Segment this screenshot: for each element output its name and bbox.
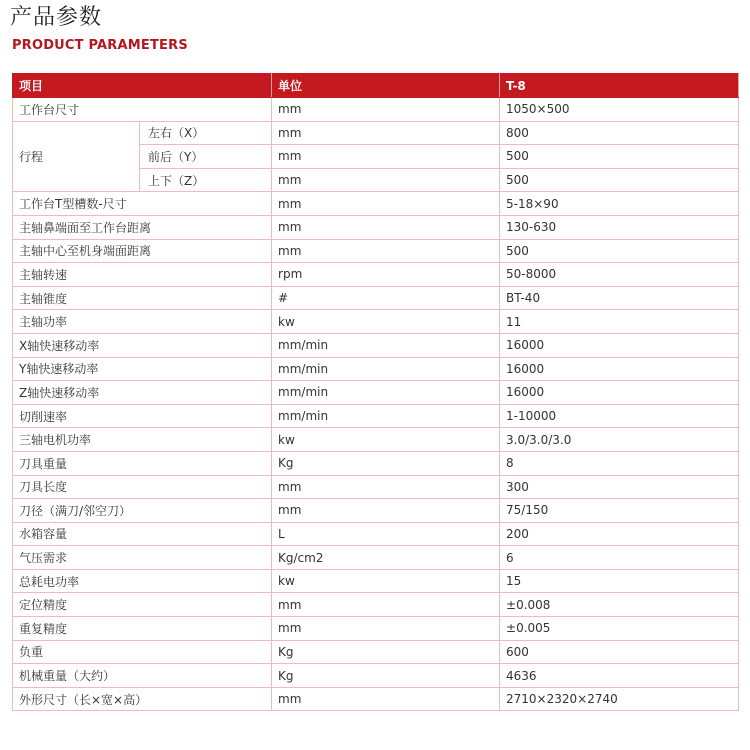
param-name: X轴快速移动率 [13,333,272,357]
param-name: 刀具长度 [13,475,272,499]
param-value: 16000 [500,381,739,405]
table-row [13,451,739,475]
param-name: 气压需求 [13,546,272,570]
table-row [13,381,739,405]
param-name: 总耗电功率 [13,569,272,593]
param-unit: kw [272,428,500,452]
param-name: 切削速率 [13,404,272,428]
param-value: 200 [500,522,739,546]
param-unit: mm/min [272,404,500,428]
param-value: 6 [500,546,739,570]
param-unit: kw [272,310,500,334]
param-unit: mm [272,215,500,239]
param-name: 刀具重量 [13,451,272,475]
param-value: 500 [500,145,739,169]
param-name: 主轴转速 [13,263,272,287]
param-value: 3.0/3.0/3.0 [500,428,739,452]
param-unit: mm [272,687,500,711]
param-unit: L [272,522,500,546]
column-header-item: 项目 [13,74,272,98]
param-value: 500 [500,168,739,192]
table-row [13,617,739,641]
param-value: 500 [500,239,739,263]
param-name: 水箱容量 [13,522,272,546]
param-value: 15 [500,569,739,593]
param-unit: mm [272,192,500,216]
param-value: 2710×2320×2740 [500,687,739,711]
param-unit: mm [272,168,500,192]
table-row [13,640,739,664]
param-unit: Kg [272,451,500,475]
param-name: 负重 [13,640,272,664]
param-unit: mm [272,475,500,499]
param-unit: mm/min [272,333,500,357]
param-name: 重复精度 [13,617,272,641]
param-value: 11 [500,310,739,334]
param-unit: mm/min [272,357,500,381]
param-value: BT-40 [500,286,739,310]
table-row [13,263,739,287]
param-value: 600 [500,640,739,664]
param-name: 工作台尺寸 [13,98,272,122]
column-header-unit: 单位 [272,74,500,98]
param-name: 刀径（满刀/邻空刀） [13,499,272,523]
param-unit: mm [272,617,500,641]
table-row [13,239,739,263]
param-unit: mm [272,593,500,617]
table-row [13,687,739,711]
param-name: 机械重量（大约） [13,664,272,688]
param-value: 5-18×90 [500,192,739,216]
param-unit: rpm [272,263,500,287]
table-row [13,121,739,145]
param-name: Y轴快速移动率 [13,357,272,381]
param-value: ±0.008 [500,593,739,617]
page-title: 产品参数 [10,5,103,30]
param-unit: mm [272,145,500,169]
param-value: 75/150 [500,499,739,523]
table-row [13,286,739,310]
param-name: Z轴快速移动率 [13,381,272,405]
page-subtitle: PRODUCT PARAMETERS [12,38,188,53]
param-unit: mm [272,499,500,523]
param-name: 主轴锥度 [13,286,272,310]
param-sub-name: 前后（Y） [140,145,272,169]
table-row [13,333,739,357]
table-row [13,569,739,593]
param-name: 工作台T型槽数-尺寸 [13,192,272,216]
table-row [13,404,739,428]
param-unit: kw [272,569,500,593]
param-value: ±0.005 [500,617,739,641]
param-sub-name: 左右（X） [140,121,272,145]
table-row [13,310,739,334]
param-unit: Kg/cm2 [272,546,500,570]
param-value: 50-8000 [500,263,739,287]
param-value: 300 [500,475,739,499]
param-value: 1-10000 [500,404,739,428]
param-unit: mm [272,98,500,122]
param-name: 定位精度 [13,593,272,617]
param-unit: mm [272,239,500,263]
table-row [13,98,739,122]
table-row [13,522,739,546]
table-row [13,192,739,216]
param-value: 4636 [500,664,739,688]
parameters-table [12,73,739,711]
param-name: 主轴功率 [13,310,272,334]
param-value: 1050×500 [500,98,739,122]
param-value: 800 [500,121,739,145]
param-sub-name: 上下（Z） [140,168,272,192]
table-row [13,428,739,452]
table-row [13,499,739,523]
param-value: 130-630 [500,215,739,239]
param-name: 行程 [13,121,140,192]
param-value: 16000 [500,333,739,357]
param-unit: Kg [272,640,500,664]
param-value: 16000 [500,357,739,381]
table-row [13,664,739,688]
table-row [13,357,739,381]
param-value: 8 [500,451,739,475]
table-row [13,593,739,617]
param-name: 三轴电机功率 [13,428,272,452]
column-header-model: T-8 [500,74,739,98]
param-name: 外形尺寸（长×宽×高） [13,687,272,711]
param-name: 主轴中心至机身端面距离 [13,239,272,263]
table-row [13,475,739,499]
table-row [13,546,739,570]
param-unit: mm [272,121,500,145]
param-unit: Kg [272,664,500,688]
param-unit: mm/min [272,381,500,405]
table-header-row [13,74,739,98]
param-name: 主轴鼻端面至工作台距离 [13,215,272,239]
param-unit: # [272,286,500,310]
table-row [13,215,739,239]
